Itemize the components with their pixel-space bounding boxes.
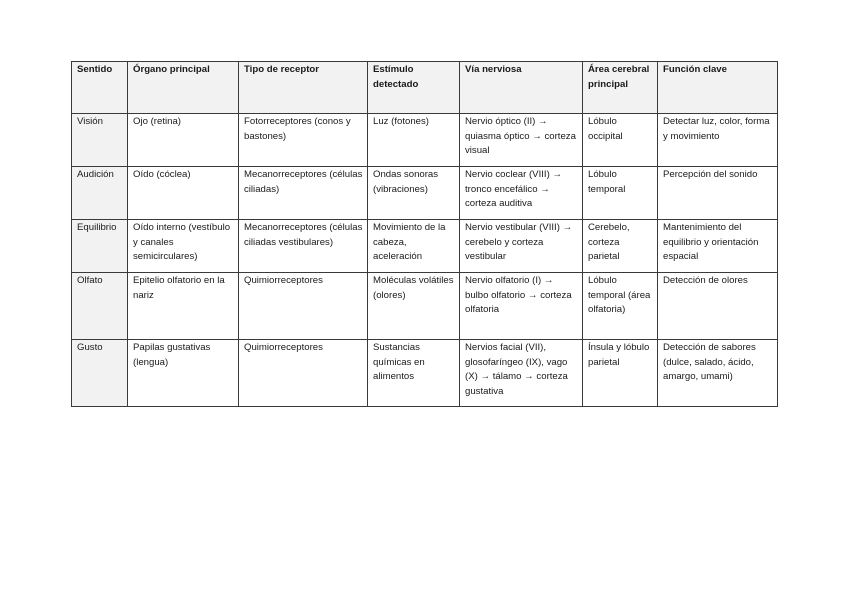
- table-row: [72, 340, 778, 407]
- cell-funcion: Percepción del sonido: [658, 167, 778, 220]
- cell-estimulo: Luz (fotones): [368, 114, 460, 167]
- cell-area: Ínsula y lóbulo parietal: [583, 340, 658, 407]
- cell-organo: Papilas gustativas (lengua): [128, 340, 239, 407]
- cell-sentido: Gusto: [72, 340, 128, 407]
- cell-via: Nervio olfatorio (I) → bulbo olfatorio → corteza olfatoria: [460, 273, 583, 340]
- cell-estimulo: Sustancias químicas en alimentos: [368, 340, 460, 407]
- table-row: [72, 273, 778, 340]
- cell-organo: Oído (cóclea): [128, 167, 239, 220]
- cell-receptor: Mecanorreceptores (células ciliadas vestibulares): [239, 220, 368, 273]
- cell-funcion: Detección de olores: [658, 273, 778, 340]
- cell-organo: Oído interno (vestíbulo y canales semicirculares): [128, 220, 239, 273]
- cell-receptor: Fotorreceptores (conos y bastones): [239, 114, 368, 167]
- cell-area: Lóbulo occipital: [583, 114, 658, 167]
- cell-organo: Ojo (retina): [128, 114, 239, 167]
- cell-via: Nervios facial (VII), glosofaríngeo (IX), vago (X) → tálamo → corteza gustativa: [460, 340, 583, 407]
- cell-via: Nervio vestibular (VIII) → cerebelo y corteza vestibular: [460, 220, 583, 273]
- cell-receptor: Quimiorreceptores: [239, 340, 368, 407]
- cell-receptor: Quimiorreceptores: [239, 273, 368, 340]
- cell-area: Cerebelo, corteza parietal: [583, 220, 658, 273]
- cell-via: Nervio óptico (II) → quiasma óptico → corteza visual: [460, 114, 583, 167]
- header-funcion-clave: Función clave: [658, 62, 778, 114]
- senses-table: [71, 61, 778, 407]
- header-via-nerviosa: Vía nerviosa: [460, 62, 583, 114]
- table-row: [72, 114, 778, 167]
- cell-sentido: Visión: [72, 114, 128, 167]
- table-row: [72, 220, 778, 273]
- cell-funcion: Mantenimiento del equilibrio y orientación espacial: [658, 220, 778, 273]
- cell-via: Nervio coclear (VIII) → tronco encefálico → corteza auditiva: [460, 167, 583, 220]
- header-tipo-de-receptor: Tipo de receptor: [239, 62, 368, 114]
- table-header-row: [72, 62, 778, 114]
- header-sentido: Sentido: [72, 62, 128, 114]
- header-estimulo-detectado: Estímulo detectado: [368, 62, 460, 114]
- header-organo-principal: Órgano principal: [128, 62, 239, 114]
- cell-area: Lóbulo temporal: [583, 167, 658, 220]
- cell-sentido: Audición: [72, 167, 128, 220]
- cell-receptor: Mecanorreceptores (células ciliadas): [239, 167, 368, 220]
- cell-funcion: Detección de sabores (dulce, salado, ácido, amargo, umami): [658, 340, 778, 407]
- cell-estimulo: Moléculas volátiles (olores): [368, 273, 460, 340]
- cell-sentido: Equilibrio: [72, 220, 128, 273]
- cell-funcion: Detectar luz, color, forma y movimiento: [658, 114, 778, 167]
- cell-area: Lóbulo temporal (área olfatoria): [583, 273, 658, 340]
- table-row: [72, 167, 778, 220]
- cell-estimulo: Ondas sonoras (vibraciones): [368, 167, 460, 220]
- cell-sentido: Olfato: [72, 273, 128, 340]
- header-area-cerebral: Área cerebral principal: [583, 62, 658, 114]
- cell-estimulo: Movimiento de la cabeza, aceleración: [368, 220, 460, 273]
- cell-organo: Epitelio olfatorio en la nariz: [128, 273, 239, 340]
